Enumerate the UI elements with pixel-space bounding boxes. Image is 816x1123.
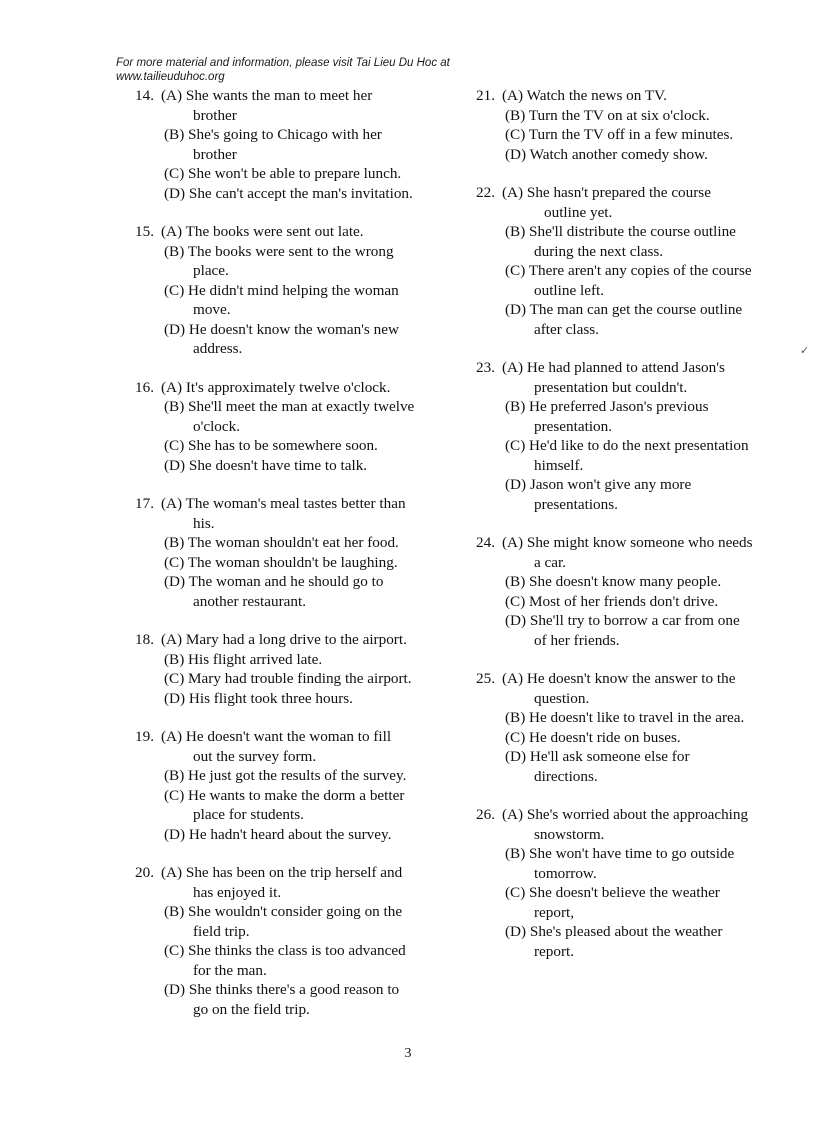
option-d: (D) The man can get the course outline bbox=[505, 301, 743, 318]
option-c: (C) She thinks the class is too advanced bbox=[164, 942, 406, 959]
option-d: (D) She's pleased about the weather bbox=[505, 923, 723, 940]
option-b-continued: presentation. bbox=[534, 417, 613, 435]
option-d: (D) Jason won't give any more bbox=[505, 476, 692, 493]
question-21 bbox=[476, 86, 786, 164]
option-b: (B) She won't have time to go outside bbox=[505, 845, 735, 862]
question-number: 19. bbox=[135, 728, 154, 745]
option-b: (B) The books were sent to the wrong bbox=[164, 242, 394, 260]
option-a: (A) She's worried about the approaching bbox=[502, 806, 749, 823]
option-c: (C) She has to be somewhere soon. bbox=[164, 437, 378, 454]
option-b: (B) She doesn't know many people. bbox=[505, 573, 722, 590]
option-d-continued: of her friends. bbox=[534, 631, 620, 649]
option-a: (A) He doesn't want the woman to fill bbox=[161, 728, 392, 745]
left-column bbox=[135, 86, 455, 1038]
option-a: (A) She has been on the trip herself and bbox=[161, 864, 403, 881]
option-a-continued: his. bbox=[193, 514, 215, 532]
option-b: (B) He doesn't like to travel in the area. bbox=[505, 709, 745, 726]
option-b: (B) He preferred Jason's previous bbox=[505, 398, 709, 415]
option-b-continued: tomorrow. bbox=[534, 864, 597, 882]
option-b: (B) She's going to Chicago with her bbox=[164, 126, 382, 143]
option-c: (C) He wants to make the dorm a better bbox=[164, 786, 405, 804]
question-16 bbox=[135, 378, 455, 476]
option-c: (C) She doesn't believe the weather bbox=[505, 884, 720, 901]
question-number: 16. bbox=[135, 378, 154, 396]
option-a-continued: brother bbox=[193, 106, 237, 124]
option-d-continued: report. bbox=[534, 942, 575, 960]
question-number: 20. bbox=[135, 864, 154, 881]
option-b: (B) The woman shouldn't eat her food. bbox=[164, 534, 399, 551]
option-d: (D) She can't accept the man's invitation. bbox=[164, 184, 413, 202]
header-website: www.tailieuduhoc.org bbox=[116, 71, 225, 83]
question-14 bbox=[135, 86, 455, 203]
question-number: 26. bbox=[476, 806, 495, 823]
option-a-continued: snowstorm. bbox=[534, 825, 605, 843]
option-a: (A) Watch the news on TV. bbox=[502, 87, 667, 104]
option-c-continued: report, bbox=[534, 903, 575, 921]
option-a-continued: outline yet. bbox=[544, 203, 613, 221]
question-number: 24. bbox=[476, 534, 495, 551]
option-d: (D) His flight took three hours. bbox=[164, 689, 353, 707]
question-19 bbox=[135, 727, 455, 844]
option-c: (C) Most of her friends don't drive. bbox=[505, 592, 719, 610]
option-b: (B) Turn the TV on at six o'clock. bbox=[505, 106, 710, 124]
option-d-continued: after class. bbox=[534, 320, 599, 338]
option-c: (C) There aren't any copies of the course bbox=[505, 262, 752, 279]
option-d: (D) He hadn't heard about the survey. bbox=[164, 825, 392, 843]
option-c: (C) The woman shouldn't be laughing. bbox=[164, 553, 398, 571]
option-b-continued: during the next class. bbox=[534, 242, 664, 260]
option-b: (B) She wouldn't consider going on the bbox=[164, 903, 403, 920]
option-a: (A) The books were sent out late. bbox=[161, 223, 364, 240]
option-a-continued: out the survey form. bbox=[193, 747, 317, 765]
option-b: (B) She'll distribute the course outline bbox=[505, 223, 736, 240]
question-number: 22. bbox=[476, 184, 495, 201]
scan-speck: ✓ bbox=[800, 345, 810, 357]
option-b-continued: brother bbox=[193, 145, 237, 163]
option-b: (B) He just got the results of the survey. bbox=[164, 767, 407, 784]
question-20 bbox=[135, 863, 455, 1019]
option-d: (D) She'll try to borrow a car from one bbox=[505, 612, 740, 629]
question-17 bbox=[135, 494, 455, 611]
option-d-continued: another restaurant. bbox=[193, 592, 307, 610]
option-d: (D) The woman and he should go to bbox=[164, 573, 384, 590]
option-a-continued: a car. bbox=[534, 553, 567, 571]
option-c: (C) He'd like to do the next presentation bbox=[505, 437, 749, 454]
option-c-continued: for the man. bbox=[193, 961, 267, 979]
option-b: (B) She'll meet the man at exactly twelve bbox=[164, 398, 415, 415]
option-a: (A) She wants the man to meet her bbox=[161, 87, 373, 104]
option-c: (C) He doesn't ride on buses. bbox=[505, 728, 681, 746]
page-number: 3 bbox=[404, 1046, 412, 1061]
option-d-continued: directions. bbox=[534, 767, 598, 785]
option-c-continued: place for students. bbox=[193, 806, 304, 823]
question-number: 23. bbox=[476, 359, 495, 376]
question-number: 25. bbox=[476, 670, 495, 687]
right-column bbox=[476, 86, 786, 980]
question-25 bbox=[476, 669, 786, 786]
question-24 bbox=[476, 533, 786, 650]
option-a: (A) She might know someone who needs bbox=[502, 534, 753, 551]
option-a-continued: has enjoyed it. bbox=[193, 883, 282, 901]
option-d-continued: presentations. bbox=[534, 495, 618, 513]
option-c: (C) She won't be able to prepare lunch. bbox=[164, 165, 402, 182]
option-a: (A) It's approximately twelve o'clock. bbox=[161, 378, 391, 396]
option-b-continued: place. bbox=[193, 262, 229, 279]
option-a: (A) The woman's meal tastes better than bbox=[161, 495, 406, 512]
question-number: 17. bbox=[135, 495, 154, 512]
option-d: (D) He'll ask someone else for bbox=[505, 748, 690, 765]
question-26 bbox=[476, 805, 786, 961]
question-number: 14. bbox=[135, 87, 154, 104]
option-a: (A) Mary had a long drive to the airport. bbox=[161, 631, 407, 648]
option-a: (A) He had planned to attend Jason's bbox=[502, 359, 725, 376]
option-c-continued: move. bbox=[193, 301, 231, 318]
question-23 bbox=[476, 358, 786, 514]
question-number: 15. bbox=[135, 223, 154, 240]
option-d: (D) She doesn't have time to talk. bbox=[164, 456, 368, 474]
option-a: (A) He doesn't know the answer to the bbox=[502, 670, 736, 687]
option-b-continued: o'clock. bbox=[193, 417, 241, 435]
option-b: (B) His flight arrived late. bbox=[164, 650, 323, 668]
option-a-continued: presentation but couldn't. bbox=[534, 378, 688, 396]
option-a: (A) She hasn't prepared the course bbox=[502, 184, 711, 201]
header-notice: For more material and information, please visit Tai Lieu Du Hoc at bbox=[116, 57, 450, 69]
option-c: (C) Mary had trouble finding the airport. bbox=[164, 670, 412, 687]
option-c-continued: outline left. bbox=[534, 281, 605, 299]
option-d: (D) He doesn't know the woman's new bbox=[164, 320, 399, 338]
option-c-continued: himself. bbox=[534, 456, 584, 474]
question-number: 18. bbox=[135, 631, 154, 648]
option-a-continued: question. bbox=[534, 689, 590, 707]
option-b-continued: field trip. bbox=[193, 922, 250, 940]
question-22 bbox=[476, 183, 786, 339]
option-c: (C) Turn the TV off in a few minutes. bbox=[505, 126, 734, 143]
option-d: (D) She thinks there's a good reason to bbox=[164, 981, 400, 998]
option-d-continued: go on the field trip. bbox=[193, 1000, 310, 1018]
option-d-continued: address. bbox=[193, 340, 243, 357]
option-c: (C) He didn't mind helping the woman bbox=[164, 281, 399, 299]
question-15 bbox=[135, 222, 455, 359]
option-d: (D) Watch another comedy show. bbox=[505, 145, 708, 163]
question-18 bbox=[135, 630, 455, 708]
question-number: 21. bbox=[476, 87, 495, 104]
page-header bbox=[116, 56, 536, 84]
